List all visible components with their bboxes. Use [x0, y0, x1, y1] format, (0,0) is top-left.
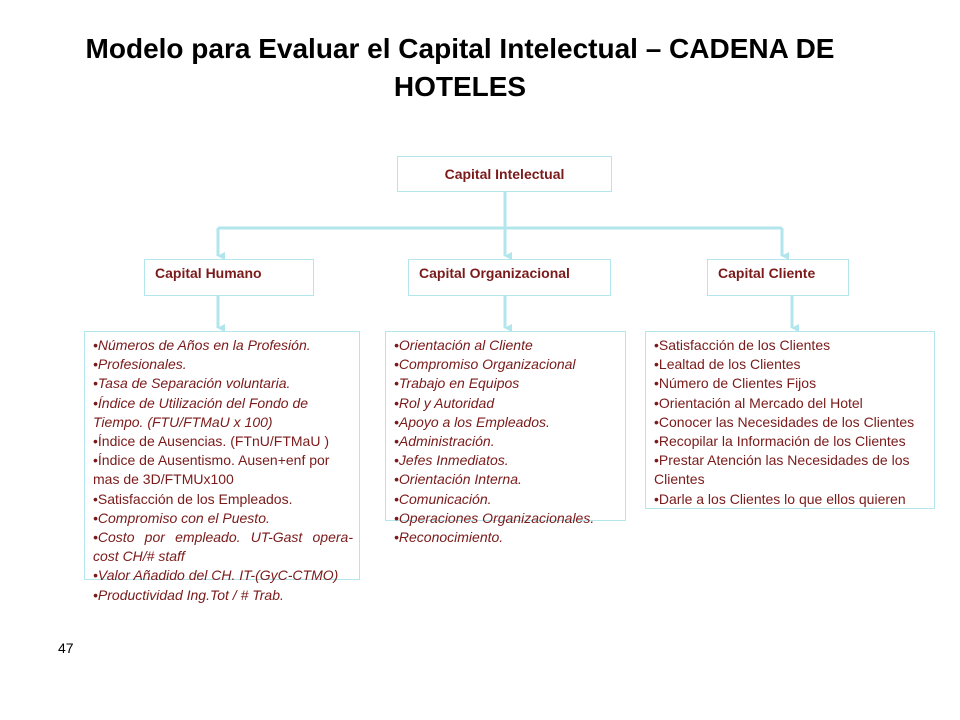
list-item: •Productividad Ing.Tot / # Trab. — [93, 586, 284, 603]
list-item: •Valor Añadido del CH. IT-(GyC-CTMO) — [93, 567, 339, 584]
capital-humano-node — [144, 259, 314, 296]
capital-intelectual-node — [397, 156, 612, 192]
list-item: •Satisfacción de los Empleados. — [93, 490, 293, 507]
list-item: •Lealtad de los Clientes — [654, 356, 801, 373]
list-item: •Satisfacción de los Clientes — [654, 337, 831, 353]
capital-intelectual-label: Capital Intelectual — [444, 166, 565, 182]
slide-title: Modelo para Evaluar el Capital Intelectual – CADENA DE HOTELES — [85, 33, 835, 102]
page-number: 47 — [58, 640, 74, 656]
list-item: •Números de Años en la Profesión. — [93, 337, 311, 353]
list-item: •Profesionales. — [93, 356, 187, 373]
list-item: •Costo por empleado. UT-Gast opera-cost CH/# staff — [93, 529, 353, 565]
list-item: •Trabajo en Equipos — [394, 375, 520, 392]
capital-organizacional-node — [408, 259, 611, 296]
list-item: •Orientación al Mercado del Hotel — [654, 394, 863, 411]
capital-cliente-list — [645, 331, 935, 509]
list-item: •Apoyo a los Empleados. — [394, 413, 550, 430]
list-item: •Comunicación. — [394, 490, 492, 507]
capital-organizacional-label: Capital Organizacional — [419, 265, 570, 281]
capital-cliente-node — [707, 259, 849, 296]
capital-cliente-label: Capital Cliente — [718, 265, 816, 281]
list-item: •Recopilar la Información de los Clientes — [654, 433, 906, 450]
list-item: •Conocer las Necesidades de los Clientes — [654, 413, 915, 430]
list-item: •Orientación al Cliente — [394, 337, 533, 353]
list-item: •Operaciones Organizacionales. — [394, 509, 595, 526]
capital-humano-label: Capital Humano — [155, 265, 262, 281]
list-item: •Jefes Inmediatos. — [394, 452, 509, 469]
capital-organizacional-list — [385, 331, 626, 546]
list-item: •Rol y Autoridad — [394, 394, 495, 411]
list-item: •Índice de Ausentismo. Ausen+enf por mas de 3D/FTMUx100 — [93, 452, 330, 488]
list-item: •Reconocimiento. — [394, 529, 504, 546]
list-item: •Tasa de Separación voluntaria. — [93, 375, 291, 392]
list-item: •Prestar Atención las Necesidades de los Clientes — [654, 452, 910, 488]
capital-humano-list — [84, 331, 360, 603]
list-item: •Número de Clientes Fijos — [654, 375, 817, 392]
list-item: •Compromiso Organizacional — [394, 356, 576, 373]
list-item: •Orientación Interna. — [394, 471, 522, 488]
list-item: •Darle a los Clientes lo que ellos quieren — [654, 490, 906, 507]
list-item: •Administración. — [394, 433, 495, 450]
list-item: •Índice de Ausencias. (FTnU/FTMaU ) — [93, 433, 329, 450]
list-item: •Índice de Utilización del Fondo de Tiempo. (FTU/FTMaU x 100) — [93, 394, 309, 430]
list-item: •Compromiso con el Puesto. — [93, 509, 270, 526]
